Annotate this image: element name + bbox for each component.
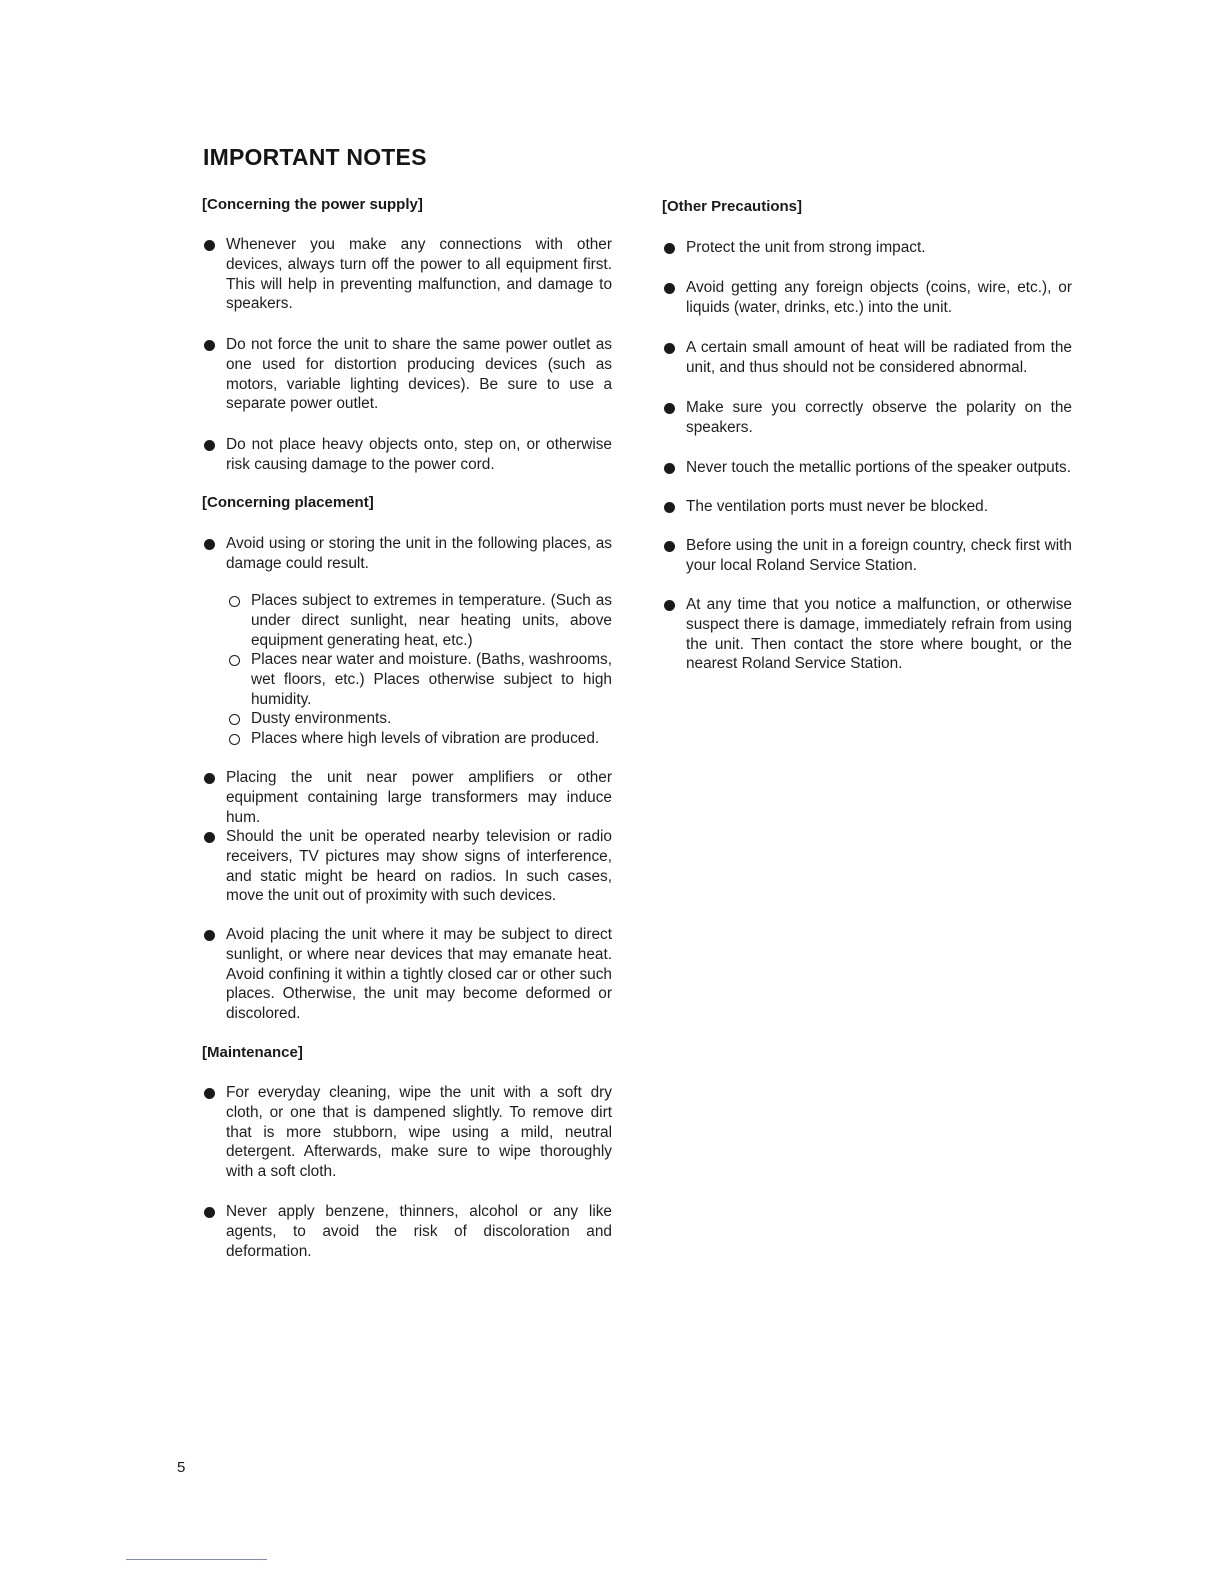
other-note-8-text: At any time that you notice a malfunction, or otherwise suspect there is damage, immediately refrain from using the unit. Then contact the store where bought, or the nearest Roland Service Station. [686,596,1072,673]
place-item-1 [227,591,612,650]
other-note-6-text: The ventilation ports must never be blocked. [686,498,988,515]
power-supply-heading: [Concerning the power supply] [202,196,423,213]
maintenance-heading: [Maintenance] [202,1044,303,1061]
place-item-3 [227,709,612,729]
circle-bullet-icon [229,714,240,725]
bullet-icon [204,440,215,451]
power-note-3 [202,435,612,475]
power-note-1-text: Whenever you make any connections with other devices, always turn off the power to all equipment first. This will help in preventing malfunction, and damage to speakers. [226,236,612,313]
maintenance-note-1 [202,1083,612,1182]
place-item-2-text: Places near water and moisture. (Baths, washrooms, wet floors, etc.) Places otherwise subject to high humidity. [251,651,612,708]
bullet-icon [204,1088,215,1099]
bullet-icon [664,541,675,552]
power-note-2 [202,335,612,414]
other-note-7 [662,536,1072,576]
maintenance-note-1-text: For everyday cleaning, wipe the unit with a soft dry cloth, or one that is dampened slightly. To remove dirt that is more stubborn, wipe using a mild, neutral detergent. Afterwards, make sure to wipe thoroughly with a soft cloth. [226,1084,612,1181]
place-item-1-text: Places subject to extremes in temperature. (Such as under direct sunlight, near heating units, above equipment generating heat, etc.) [251,592,612,649]
power-note-3-text: Do not place heavy objects onto, step on, or otherwise risk causing damage to the power cord. [226,436,612,473]
footer-rule [126,1559,267,1560]
circle-bullet-icon [229,655,240,666]
circle-bullet-icon [229,734,240,745]
place-item-2 [227,650,612,709]
bullet-icon [664,403,675,414]
other-note-3 [662,338,1072,378]
other-note-4-text: Make sure you correctly observe the polarity on the speakers. [686,399,1072,436]
bullet-icon [204,240,215,251]
placement-note-2 [202,827,612,906]
placement-note-3-text: Avoid placing the unit where it may be subject to direct sunlight, or where near devices that may emanate heat. Avoid confining it within a tightly closed car or other such places. Otherwise, the unit may become deformed or discolored. [226,926,612,1023]
bullet-icon [204,832,215,843]
other-note-1-text: Protect the unit from strong impact. [686,239,926,256]
page-number: 5 [177,1459,186,1476]
bullet-icon [664,600,675,611]
bullet-icon [664,243,675,254]
placement-note-3 [202,925,612,1024]
bullet-icon [664,502,675,513]
other-note-7-text: Before using the unit in a foreign country, check first with your local Roland Service Station. [686,537,1072,574]
bullet-icon [204,930,215,941]
power-note-2-text: Do not force the unit to share the same power outlet as one used for distortion producing devices (such as motors, variable lighting devices). Be sure to use a separate power outlet. [226,336,612,413]
bullet-icon [664,283,675,294]
other-note-5-text: Never touch the metallic portions of the speaker outputs. [686,459,1071,476]
place-item-4 [227,729,612,749]
bullet-icon [204,773,215,784]
placement-intro [202,534,612,574]
maintenance-note-2-text: Never apply benzene, thinners, alcohol or any like agents, to avoid the risk of discoloration and deformation. [226,1203,612,1260]
other-note-2 [662,278,1072,318]
place-item-4-text: Places where high levels of vibration are produced. [251,730,600,747]
other-note-2-text: Avoid getting any foreign objects (coins, wire, etc.), or liquids (water, drinks, etc.) into the unit. [686,279,1072,316]
other-note-1 [662,238,1072,258]
placement-note-1 [202,768,612,827]
placement-note-1-text: Placing the unit near power amplifiers or other equipment containing large transformers may induce hum. [226,769,612,826]
place-item-3-text: Dusty environments. [251,710,392,727]
other-precautions-heading: [Other Precautions] [662,198,803,215]
bullet-icon [204,1207,215,1218]
maintenance-note-2 [202,1202,612,1261]
circle-bullet-icon [229,596,240,607]
placement-intro-text: Avoid using or storing the unit in the following places, as damage could result. [226,535,612,572]
placement-heading: [Concerning placement] [202,494,374,511]
bullet-icon [664,463,675,474]
page-title: IMPORTANT NOTES [203,144,427,170]
power-note-1 [202,235,612,314]
other-note-5 [662,458,1072,478]
other-note-3-text: A certain small amount of heat will be radiated from the unit, and thus should not be considered abnormal. [686,339,1072,376]
bullet-icon [204,539,215,550]
other-note-8 [662,595,1072,674]
placement-note-2-text: Should the unit be operated nearby television or radio receivers, TV pictures may show signs of interference, and static might be heard on radios. In such cases, move the unit out of proximity with such devices. [226,828,612,905]
bullet-icon [204,340,215,351]
other-note-4 [662,398,1072,438]
bullet-icon [664,343,675,354]
other-note-6 [662,497,1072,517]
